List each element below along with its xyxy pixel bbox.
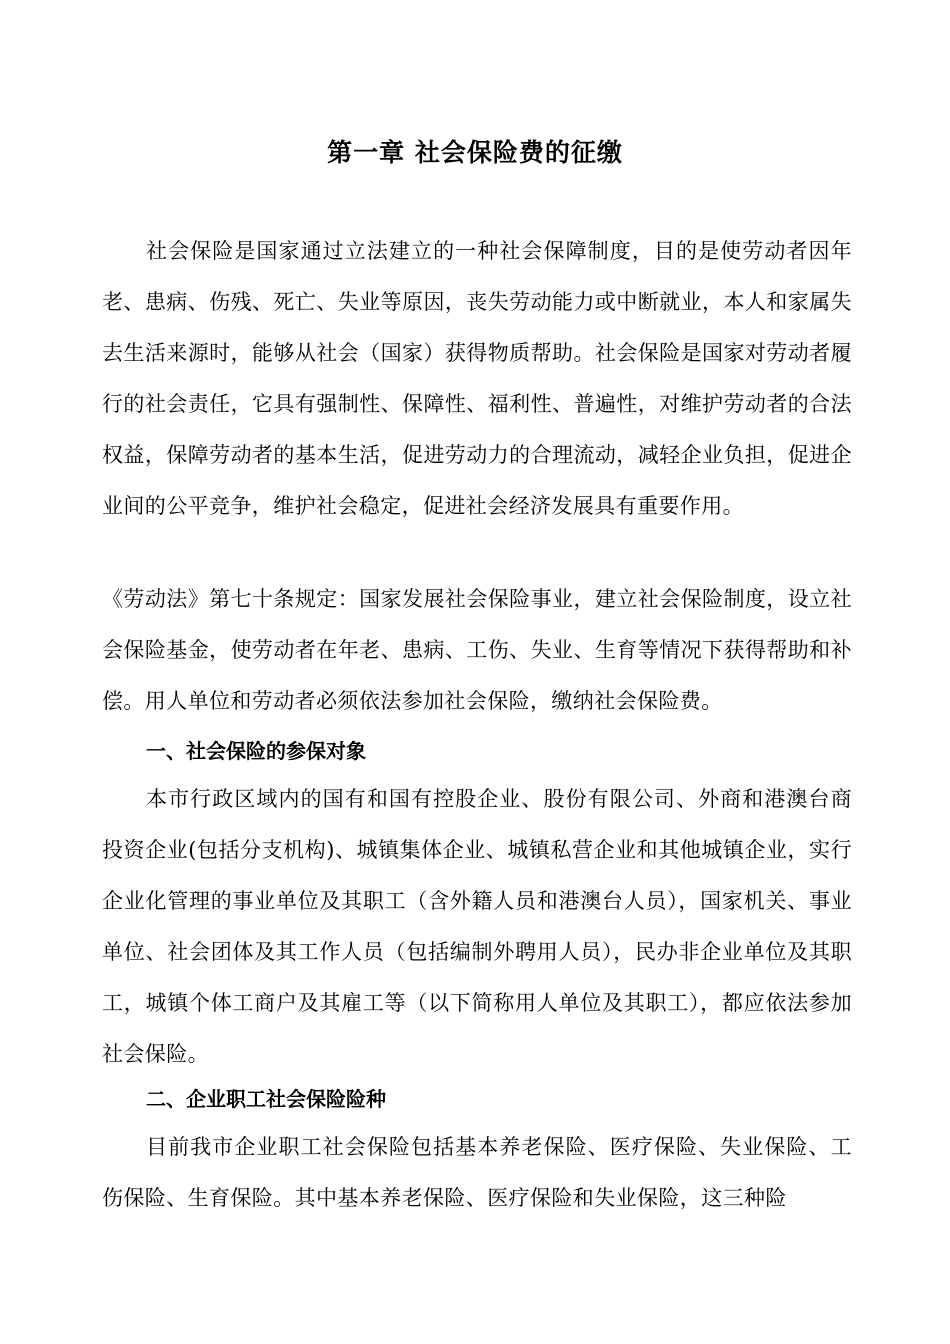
chapter-title: 第一章 社会保险费的征缴	[327, 138, 623, 167]
paragraph-labor-law: 《劳动法》第七十条规定：国家发展社会保险事业，建立社会保险制度，设立社会保险基金，使劳动者在年老、患病、工伤、失业、生育等情况下获得帮助和补偿。用人单位和劳动者必须依法参加社会保险，缴纳社会保险费。	[102, 587, 852, 713]
paragraph-intro: 社会保险是国家通过立法建立的一种社会保障制度，目的是使劳动者因年老、患病、伤残、死亡、失业等原因，丧失劳动能力或中断就业，本人和家属失去生活来源时，能够从社会（国家）获得物质帮助。社会保险是国家对劳动者履行的社会责任，它具有强制性、保障性、福利性、普遍性，对维护劳动者的合法权益，保障劳动者的基本生活，促进劳动力的合理流动，减轻企业负担，促进企业间的公平竞争，维护社会稳定，促进社会经济发展具有重要作用。	[102, 239, 852, 518]
section-heading-insurance-types: 二、企业职工社会保险险种	[146, 1087, 386, 1111]
section-heading-insured-subjects: 一、社会保险的参保对象	[146, 739, 366, 763]
paragraph-insurance-types: 目前我市企业职工社会保险包括基本养老保险、医疗保险、失业保险、工伤保险、生育保险。其中基本养老保险、医疗保险和失业保险，这三种险	[102, 1135, 852, 1210]
paragraph-insured-subjects: 本市行政区域内的国有和国有控股企业、股份有限公司、外商和港澳台商投资企业(包括分支机构)、城镇集体企业、城镇私营企业和其他城镇企业，实行企业化管理的事业单位及其职工（含外籍人员和港澳台人员），国家机关、事业单位、社会团体及其工作人员（包括编制外聘用人员），民办非企业单位及其职工，城镇个体工商户及其雇工等（以下简称用人单位及其职工），都应依法参加社会保险。	[102, 787, 852, 1066]
